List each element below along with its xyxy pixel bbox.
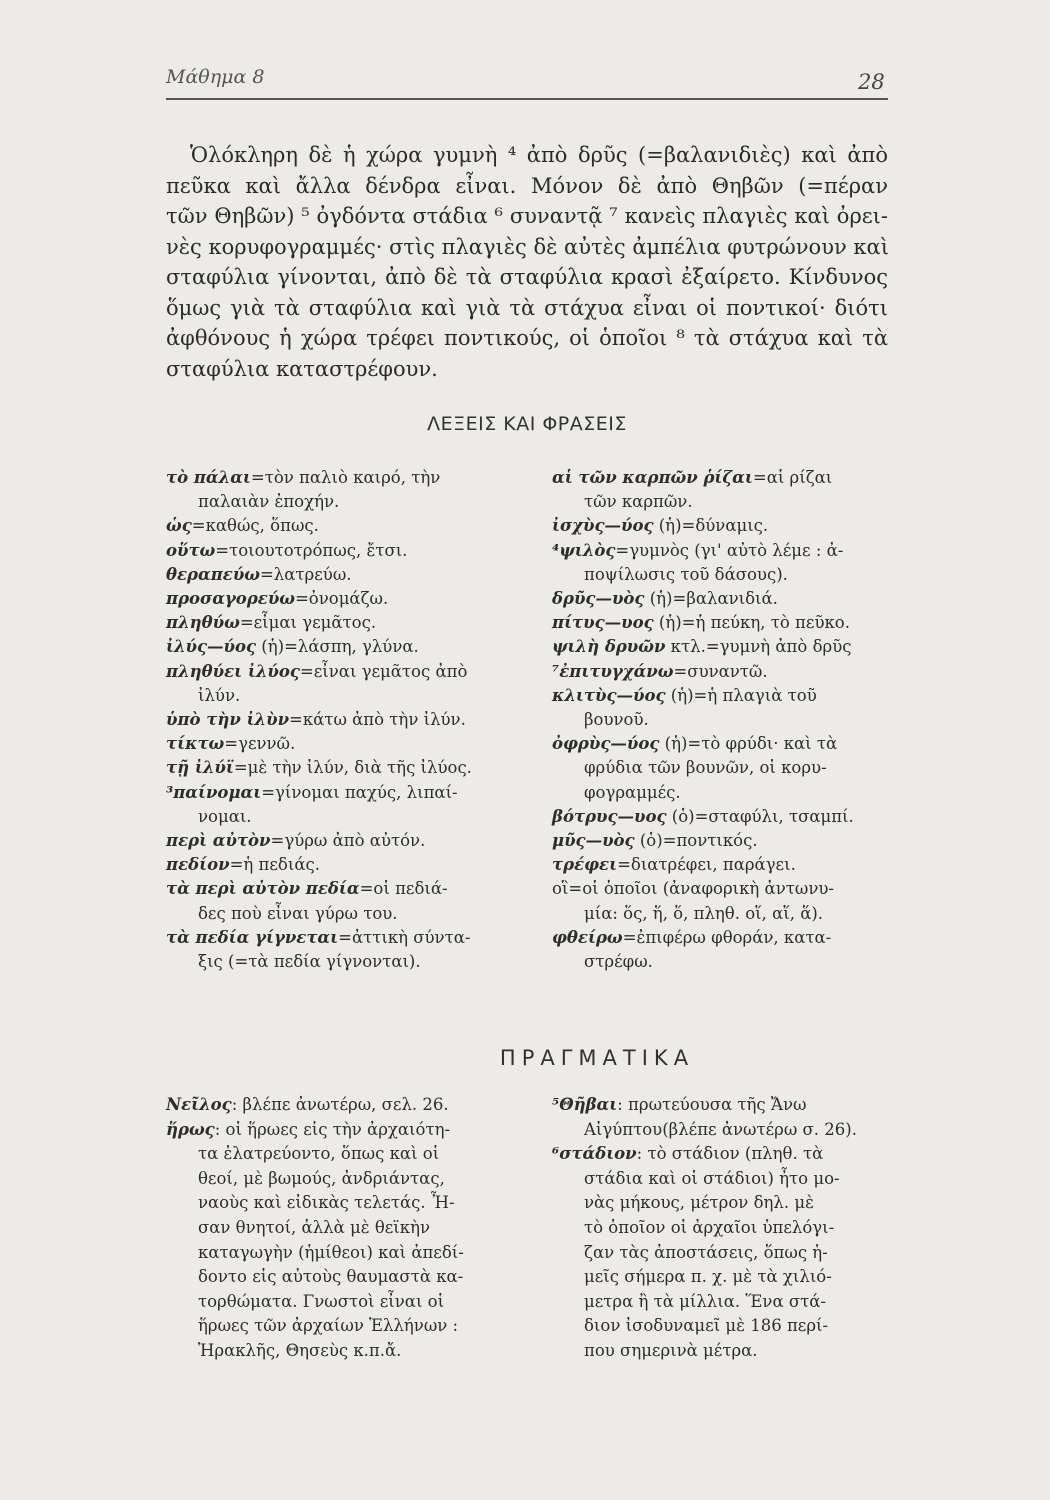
entry-line [166, 1216, 511, 1241]
entry-definition: ζαν τὰς ἀποστάσεις, ὅπως ἡ- [584, 1242, 828, 1262]
entry-definition: δες ποὺ εἶναι γύρω του. [198, 903, 398, 923]
entry-definition: κτλ.=γυμνὴ ἀπὸ δρῦς [665, 637, 852, 657]
entry-line [166, 1314, 511, 1339]
entry-definition: =αἱ ρίζαι [752, 468, 833, 487]
entry-definition: : βλέπε ἀνωτέρω, σελ. 26. [231, 1095, 449, 1114]
entry-line [552, 1241, 892, 1266]
entry-line [166, 781, 511, 805]
entry-definition: (ἡ)=βαλανιδιά. [644, 589, 778, 609]
paragraph-line: νὲς κορυφογραμμές· στὶς πλαγιὲς δὲ αὐτὲς ἀμπέλια φυτρώνουν καὶ [166, 234, 889, 259]
entry-term: βότρυς—υος [552, 806, 667, 826]
entry-definition: (ἡ)=ἡ πλαγιὰ τοῦ [665, 685, 817, 705]
entry-term: ὡς [166, 516, 192, 536]
entry-line [552, 1339, 892, 1364]
entry-line [166, 1241, 511, 1266]
entry-definition: ἥρωες τῶν ἀρχαίων Ἑλλήνων : [198, 1316, 459, 1336]
entry-term: πληθύω [166, 613, 240, 633]
entry-term: θεραπεύω [166, 564, 260, 584]
entry-line [552, 926, 892, 950]
entry-definition: σαν θνητοί, ἀλλὰ μὲ θεϊκὴν [198, 1217, 430, 1237]
entry-definition: =γεννῶ. [224, 734, 296, 754]
main-paragraph [166, 140, 888, 384]
entry-line [166, 1142, 511, 1167]
entry-line [552, 539, 892, 563]
entry-line [552, 756, 892, 780]
entry-line [166, 514, 511, 538]
entry-term: προσαγορεύω [166, 589, 295, 609]
entry-line [552, 1191, 892, 1216]
entry-definition: δοντο εἰς αὐτοὺς θαυμαστὰ κα- [198, 1267, 464, 1287]
entry-term: ⁴ψιλὸς [552, 540, 616, 560]
entry-definition: =τοιουτοτρόπως, ἔτσι. [215, 540, 408, 560]
entry-term: αἱ τῶν καρπῶν ῥίζαι [552, 468, 753, 487]
entry-line [552, 708, 892, 732]
entry-line [552, 1314, 892, 1339]
entry-line [552, 563, 892, 587]
entry-line [166, 466, 511, 490]
entry-definition: καταγωγὴν (ἡμίθεοι) καὶ ἀπεδί- [198, 1242, 464, 1262]
entry-line [166, 1265, 511, 1290]
entry-term: ἥρως [166, 1119, 215, 1139]
entry-line [166, 1118, 511, 1143]
entry-definition: νὰς μήκους, μέτρον δηλ. μὲ [584, 1193, 814, 1213]
vocabulary-left-column [166, 466, 511, 974]
entry-term: τρέφει [552, 855, 618, 875]
entry-line [552, 1142, 892, 1167]
entry-term: τὰ πεδία γίγνεται [166, 927, 339, 947]
entry-definition: που σημερινὰ μέτρα. [584, 1340, 758, 1360]
entry-definition: τὸ ὁποῖον οἱ ἀρχαῖοι ὑπελόγι- [584, 1217, 835, 1237]
entry-term: Νεῖλος [166, 1095, 232, 1114]
lesson-label: Μάθημα 8 [166, 66, 265, 88]
entry-line [166, 877, 511, 901]
entry-definition: =μὲ τὴν ἰλύν, διὰ τῆς ἰλύος. [233, 758, 472, 778]
entry-definition: =ἡ πεδιάς. [229, 855, 320, 875]
paragraph-line: σταφύλια καταστρέφουν. [166, 356, 438, 381]
entry-line [166, 1339, 511, 1364]
entry-line [552, 853, 892, 877]
entry-term: περὶ αὐτὸν [166, 831, 271, 851]
entry-line [552, 950, 892, 974]
entry-definition: =κάτω ἀπὸ τὴν ἰλύν. [289, 710, 466, 730]
entry-definition: παλαιὰν ἐποχήν. [198, 492, 340, 512]
entry-term: ⁵Θῆβαι [552, 1095, 618, 1114]
entry-definition: : τὸ στάδιον (πληθ. τὰ [636, 1144, 824, 1164]
entry-line [166, 950, 511, 974]
entry-definition: τῶν καρπῶν. [584, 492, 693, 512]
entry-line [166, 756, 511, 780]
entry-definition: =γίνομαι παχύς, λιπαί- [261, 782, 458, 802]
entry-definition: ἰλύν. [198, 685, 241, 705]
entry-line [552, 514, 892, 538]
entry-line [166, 611, 511, 635]
entry-line [552, 877, 892, 901]
entry-term: τὸ πάλαι [166, 468, 251, 487]
entry-line [552, 1118, 892, 1143]
entry-definition: στρέφω. [584, 952, 653, 972]
entry-definition: ποψίλωσις τοῦ δάσους). [584, 564, 788, 584]
paragraph-line: ὅμως γιὰ τὰ σταφύλια καὶ γιὰ τὰ στάχυα εἶναι οἱ ποντικοί· διότι [166, 295, 888, 320]
entry-line [552, 805, 892, 829]
entry-definition: =εἶναι γεμᾶτος ἀπὸ [299, 661, 468, 681]
entry-line [552, 1093, 892, 1118]
entry-definition: διον ἰσοδυναμεῖ μὲ 186 περί- [584, 1316, 829, 1336]
entry-line [166, 1167, 511, 1192]
entry-line [552, 635, 892, 659]
entry-definition: =καθώς, ὅπως. [191, 516, 319, 536]
entry-definition: =λατρεύω. [259, 564, 352, 584]
entry-line [552, 829, 892, 853]
entry-line [552, 781, 892, 805]
entry-definition: =ἀττικὴ σύντα- [338, 927, 471, 947]
entry-definition: =γυμνὸς (γι' αὐτὸ λέμε : ἀ- [615, 540, 844, 560]
entry-definition: μία: ὅς, ἥ, ὅ, πληθ. οἵ, αἵ, ἅ). [584, 903, 824, 923]
entry-definition: μετρα ἢ τὰ μίλλια. Ἕνα στά- [584, 1291, 826, 1311]
entry-definition: βουνοῦ. [584, 710, 649, 730]
entry-definition: (ἡ)=τὸ φρύδι· καὶ τὰ [659, 734, 838, 754]
entry-line [552, 732, 892, 756]
entry-line [166, 539, 511, 563]
entry-line [552, 1265, 892, 1290]
paragraph-line: σταφύλια γίνονται, ἀπὸ δὲ τὰ σταφύλια κρασὶ ἐξαίρετο. Κίνδυνος [166, 265, 888, 289]
entry-line [166, 926, 511, 950]
entry-line [166, 708, 511, 732]
entry-line [166, 853, 511, 877]
entry-definition: : οἱ ἥρωες εἰς τὴν ἀρχαιότη- [214, 1119, 451, 1139]
entry-line [166, 732, 511, 756]
entry-line [552, 660, 892, 684]
entry-line [166, 1290, 511, 1315]
entry-term: ψιλὴ δρυῶν [552, 637, 666, 657]
entry-definition: =γύρω ἀπὸ αὐτόν. [270, 831, 426, 851]
entry-term: ὑπὸ τὴν ἰλὺν [166, 710, 290, 730]
entry-term: μῦς—υὸς [552, 831, 635, 851]
paragraph-line: πεῦκα καὶ ἄλλα δένδρα εἶναι. Μόνον δὲ ἀπὸ Θηβῶν (=πέραν [166, 173, 888, 198]
entry-line [552, 1167, 892, 1192]
entry-definition: =συναντῶ. [673, 661, 768, 681]
entry-line [166, 805, 511, 829]
entry-line [166, 684, 511, 708]
entry-line [166, 635, 511, 659]
entry-definition: (ἡ)=δύναμις. [653, 516, 769, 536]
entry-definition: (ἡ)=ἡ πεύκη, τὸ πεῦκο. [653, 613, 850, 633]
entry-definition: μεῖς σήμερα π. χ. μὲ τὰ χιλιό- [584, 1267, 832, 1287]
entry-definition: =εἶμαι γεμᾶτος. [239, 613, 377, 633]
entry-line [166, 902, 511, 926]
entry-definition: ναοὺς καὶ εἰδικὰς τελετάς. Ἦ- [198, 1193, 455, 1213]
paragraph-line: Ὁλόκληρη δὲ ἡ χώρα γυμνὴ ⁴ ἀπὸ δρῦς (=βαλανιδιὲς) καὶ ἀπὸ [190, 143, 888, 167]
paragraph-line: τῶν Θηβῶν) ⁵ ὀγδόντα στάδια ⁶ συναντᾷ ⁷ κανεὶς πλαγιὲς καὶ ὀρει- [166, 204, 888, 228]
entry-line [552, 611, 892, 635]
entry-line [552, 902, 892, 926]
entry-definition: =οἱ πεδιά- [359, 879, 448, 899]
entry-definition: (ὁ)=σταφύλι, τσαμπί. [666, 806, 854, 826]
notes-right-column [552, 1093, 892, 1364]
entry-definition: φογραμμές. [584, 782, 681, 802]
entry-definition: τα ἐλατρεύοντο, ὅπως καὶ οἱ [198, 1144, 440, 1164]
entry-definition: στάδια καὶ οἱ στάδιοι) ἦτο μο- [584, 1168, 840, 1188]
entry-term: πεδίον [166, 855, 230, 875]
entry-line [552, 587, 892, 611]
entry-term: ⁷ἐπιτυγχάνω [552, 661, 674, 681]
entry-term: τῇ ἰλύϊ [166, 758, 234, 778]
entry-term: τὰ περὶ αὐτὸν πεδία [166, 879, 360, 899]
entry-definition: φρύδια τῶν βουνῶν, οἱ κορυ- [584, 758, 827, 778]
paragraph-line: ἀφθόνους ἡ χώρα τρέφει ποντικούς, οἱ ὁποῖοι ⁸ τὰ στάχυα καὶ τὰ [166, 326, 888, 350]
entry-line [166, 490, 511, 514]
entry-definition: =διατρέφει, παράγει. [617, 855, 796, 875]
entry-line [166, 660, 511, 684]
entry-line [166, 563, 511, 587]
notes-heading: ΠΡΑΓΜΑΤΙΚΑ [499, 1046, 695, 1070]
entry-definition: ξις (=τὰ πεδία γίγνονται). [198, 952, 421, 972]
entry-definition: (ἡ)=λάσπη, γλύνα. [256, 637, 419, 657]
entry-term: οὕτω [166, 540, 216, 560]
entry-definition: Αἰγύπτου(βλέπε ἀνωτέρω σ. 26). [584, 1119, 857, 1139]
entry-term: ⁶στάδιον [552, 1144, 637, 1164]
entry-line [166, 829, 511, 853]
entry-line [552, 490, 892, 514]
entry-definition: θεοί, μὲ βωμούς, ἀνδριάντας, [198, 1168, 445, 1188]
entry-term: πίτυς—υος [552, 613, 654, 633]
entry-definition: =ἐπιφέρω φθοράν, κατα- [622, 927, 832, 947]
entry-term: δρῦς—υὸς [552, 589, 645, 609]
entry-definition: νομαι. [198, 806, 252, 826]
entry-definition: : πρωτεύουσα τῆς Ἄνω [617, 1095, 807, 1114]
entry-line [552, 1216, 892, 1241]
entry-definition: τορθώματα. Γνωστοὶ εἶναι οἱ [198, 1291, 445, 1311]
entry-term: φθείρω [552, 927, 623, 947]
entry-term: κλιτὺς—ύος [552, 685, 666, 705]
entry-term: πληθύει ἰλύος [166, 661, 300, 681]
entry-definition: (ὁ)=ποντικός. [634, 831, 758, 851]
vocabulary-heading: ΛΕΞΕΙΣ ΚΑΙ ΦΡΑΣΕΙΣ [427, 413, 627, 435]
entry-term: τίκτω [166, 734, 225, 754]
entry-term: ἰλύς—ύος [166, 637, 257, 657]
entry-line [166, 587, 511, 611]
entry-definition: =τὸν παλιὸ καιρό, τὴν [250, 468, 441, 487]
entry-line [166, 1093, 511, 1118]
entry-line [552, 466, 892, 490]
vocabulary-right-column [552, 466, 892, 974]
entry-line [166, 1191, 511, 1216]
notes-left-column [166, 1093, 511, 1364]
entry-line [552, 684, 892, 708]
page-number: 28 [858, 70, 885, 94]
entry-definition: οἳ=οἱ ὁποῖοι (ἀναφορικὴ ἀντωνυ- [552, 879, 834, 899]
header-rule [166, 98, 888, 100]
entry-definition: =ὀνομάζω. [294, 589, 389, 609]
entry-term: ὀφρὺς—ύος [552, 734, 660, 754]
entry-term: ἰσχὺς—ύος [552, 516, 654, 536]
entry-definition: Ἡρακλῆς, Θησεὺς κ.π.ἄ. [198, 1340, 402, 1360]
entry-line [552, 1290, 892, 1315]
entry-term: ³παίνομαι [166, 782, 262, 802]
